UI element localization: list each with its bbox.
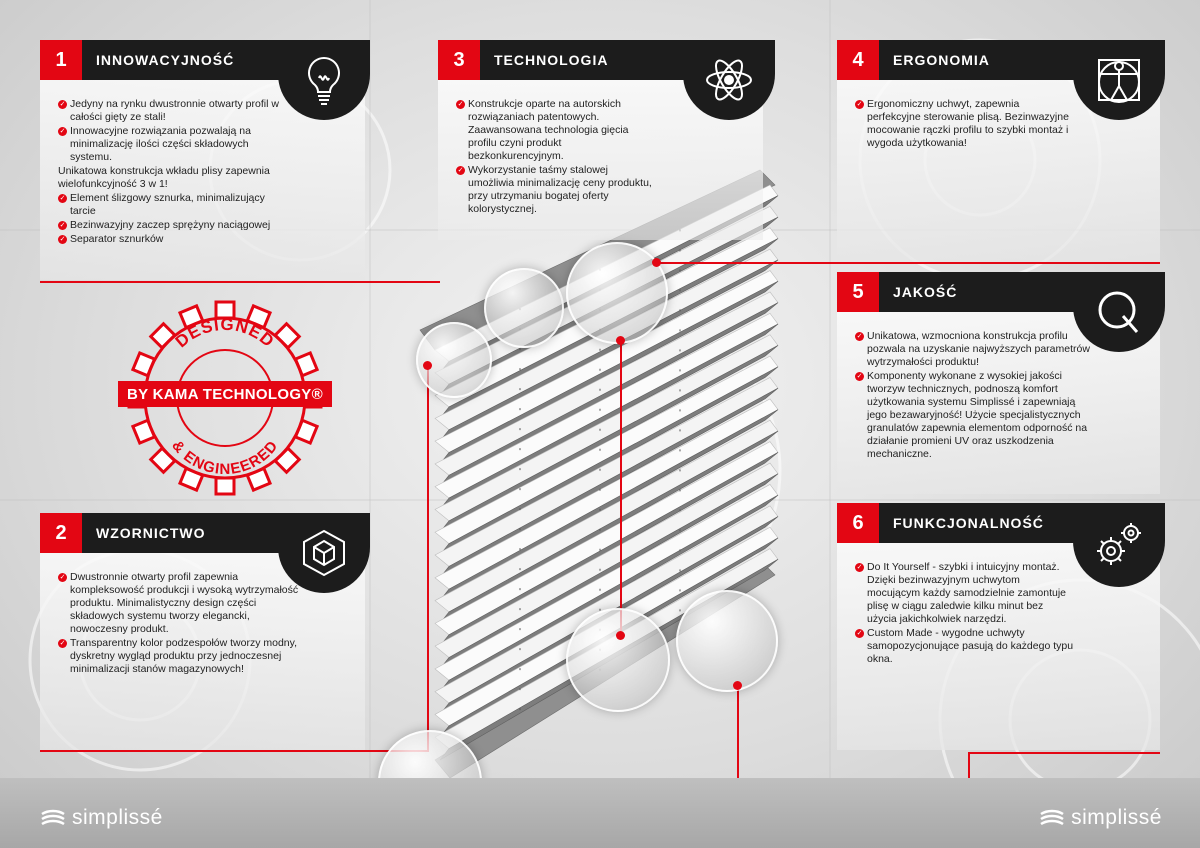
connector-dot (423, 361, 432, 370)
quality-q-icon (1091, 284, 1147, 340)
panel-technologia (438, 40, 763, 240)
panel-item: ✓ Innowacyjne rozwiązania pozwalają na minimalizację ilości części składowych systemu. (58, 125, 286, 164)
panel-icon-holder (1073, 40, 1165, 120)
connector-line (40, 750, 429, 752)
panel-title: ERGONOMIA (893, 52, 990, 68)
brand-name: simplissé (72, 806, 163, 829)
connector-line (968, 752, 1160, 754)
badge-middle-text: BY KAMA TECHNOLOGY® (118, 381, 332, 407)
panel-jakosc (837, 272, 1160, 494)
brand-logo-left (40, 806, 163, 830)
panel-title: JAKOŚĆ (893, 284, 958, 300)
connector-line (427, 365, 429, 750)
connector-line (655, 262, 1160, 264)
connector-dot (733, 681, 742, 690)
panel-icon-holder (278, 40, 370, 120)
panel-innowacyjnosc (40, 40, 365, 280)
panel-number: 3 (438, 40, 480, 80)
panel-item: ✓ Bezinwazyjny zaczep sprężyny naciągowej (58, 219, 286, 232)
panel-item: ✓ Unikatowa, wzmocniona konstrukcja profilu pozwala na uzyskanie najwyższych parametrów wytrzymałości produktu! (855, 330, 1090, 369)
badge-top-text: DESIGNED (171, 314, 279, 352)
panel-items (855, 98, 1070, 151)
connector-line (620, 340, 622, 635)
detail-magnifier (416, 322, 492, 398)
panel-items (456, 98, 656, 217)
brand-logo-right (1039, 806, 1162, 830)
badge-bottom-text: & ENGINEERED (168, 437, 282, 479)
panel-number: 5 (837, 272, 879, 312)
panel-item: ✓ Do It Yourself - szybki i intuicyjny montaż. Dzięki bezinwazyjnym uchwytom mocującym każdy samodzielnie zamontuje plisę w ciągu zaledwie kilku minut bez użycia jakichkolwiek narzędzi. (855, 561, 1075, 626)
panel-number: 4 (837, 40, 879, 80)
panel-item: ✓ Transparentny kolor podzespołów tworzy modny, dyskretny wygląd produktu przy jednoczesnej minimalizacji stanów magazynowych! (58, 637, 308, 676)
brand-name: simplissé (1071, 806, 1162, 829)
connector-dot (616, 336, 625, 345)
detail-magnifier (566, 608, 670, 712)
atom-icon (701, 52, 757, 108)
panel-number: 6 (837, 503, 879, 543)
footer-bar (0, 778, 1200, 848)
panel-items (58, 98, 286, 247)
gears-icon (1091, 517, 1147, 573)
panel-item: ✓ Komponenty wykonane z wysokiej jakości tworzyw technicznych, podnoszą komfort użytkowania systemu Simplissé i zapewniają jego bezawaryjność! Użycie specjalistycznych granulatów zapewnia elementom odporność na działanie promieni UV oraz uszkodzenia mechaniczne. (855, 370, 1090, 461)
connector-line (40, 281, 440, 283)
panel-title: WZORNICTWO (96, 525, 206, 541)
panel-wzornictwo (40, 513, 365, 750)
panel-number: 2 (40, 513, 82, 553)
panel-icon-holder (1073, 503, 1165, 587)
panel-item: Unikatowa konstrukcja wkładu plisy zapewnia wielofunkcyjność 3 w 1! (58, 165, 270, 190)
panel-items (855, 561, 1075, 667)
panel-title: FUNKCJONALNOŚĆ (893, 515, 1044, 531)
panel-item: ✓ Ergonomiczny uchwyt, zapewnia perfekcyjne sterowanie plisą. Bezinwazyjne mocowanie rączki profilu to szybki montaż i wygoda użytkowania! (855, 98, 1070, 150)
panel-icon-holder (683, 40, 775, 120)
lightbulb-icon (296, 52, 352, 108)
panel-item: ✓ Konstrukcje oparte na autorskich rozwiązaniach patentowych. Zaawansowana technologia gięcia profilu czyni produkt bezkonkurencyjnym. (456, 98, 656, 163)
detail-magnifier (566, 242, 668, 344)
panel-item: ✓ Custom Made - wygodne uchwyty samopozycjonujące pasują do każdego typu okna. (855, 627, 1075, 666)
panel-items (855, 330, 1090, 462)
panel-item: ✓ Wykorzystanie taśmy stalowej umożliwia minimalizację ceny produktu, przy utrzymaniu bogatej oferty kolorystycznej. (456, 164, 656, 216)
simplisse-logo-icon (40, 808, 66, 828)
panel-ergonomia (837, 40, 1160, 262)
detail-magnifier (484, 268, 564, 348)
panel-title: INNOWACYJNOŚĆ (96, 52, 235, 68)
connector-dot (652, 258, 661, 267)
panel-item: ✓ Separator sznurków (58, 233, 286, 246)
connector-dot (616, 631, 625, 640)
panel-item: ✓ Jedyny na rynku dwustronnie otwarty profil w całości gięty ze stali! (58, 98, 286, 124)
connector-line (737, 685, 739, 790)
vitruvian-icon (1091, 52, 1147, 108)
panel-item: ✓ Element ślizgowy sznurka, minimalizujący tarcie (58, 192, 286, 218)
panel-title: TECHNOLOGIA (494, 52, 609, 68)
panel-number: 1 (40, 40, 82, 80)
panel-items (58, 571, 308, 677)
simplisse-logo-icon (1039, 808, 1065, 828)
panel-item: ✓ Dwustronnie otwarty profil zapewnia kompleksowość produkcji i wysoką wytrzymałość produktu. Minimalistyczny design części składowych systemu tworzy elegancki, nowoczesny produkt. (58, 571, 308, 636)
detail-magnifier (676, 590, 778, 692)
panel-funkcjonalnosc (837, 503, 1160, 750)
